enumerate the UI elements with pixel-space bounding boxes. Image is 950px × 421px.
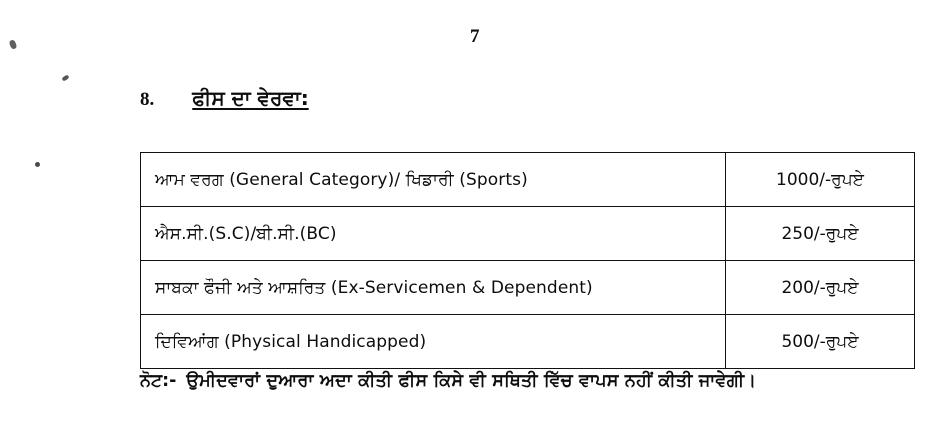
table-row [141, 315, 915, 369]
table-row [141, 261, 915, 315]
section-number: 8. [140, 89, 155, 110]
fee-category: ਐਸ.ਸੀ.(S.C)/ਬੀ.ਸੀ.(BC) [141, 207, 726, 261]
fee-amount: 500/-ਰੁਪਏ [726, 315, 915, 369]
note [140, 371, 756, 391]
fee-category: ਸਾਬਕਾ ਫੌਜੀ ਅਤੇ ਆਸ਼ਰਿਤ (Ex-Servicemen & Dependent) [141, 261, 726, 315]
note-text: ਉਮੀਦਵਾਰਾਂ ਦੁਆਰਾ ਅਦਾ ਕੀਤੀ ਫੀਸ ਕਿਸੇ ਵੀ ਸਥਿਤੀ ਵਿੱਚ ਵਾਪਸ ਨਹੀਂ ਕੀਤੀ ਜਾਵੇਗੀ। [186, 371, 757, 391]
fee-table [140, 152, 915, 369]
page-number: 7 [470, 26, 480, 47]
fee-category: ਆਮ ਵਰਗ (General Category)/ ਖਿਡਾਰੀ (Sports) [141, 153, 726, 207]
fee-amount: 1000/-ਰੁਪਏ [726, 153, 915, 207]
table-row [141, 153, 915, 207]
scan-artifact-icon [61, 74, 69, 81]
fee-amount: 250/-ਰੁਪਏ [726, 207, 915, 261]
note-label: ਨੋਟ:- [140, 371, 177, 391]
fee-category: ਦਿਵਿਆਂਗ (Physical Handicapped) [141, 315, 726, 369]
section-title: ਫੀਸ ਦਾ ਵੇਰਵਾ: [192, 86, 309, 110]
table-row [141, 207, 915, 261]
scan-artifact-icon [35, 162, 40, 167]
fee-amount: 200/-ਰੁਪਏ [726, 261, 915, 315]
section-heading [140, 86, 309, 111]
